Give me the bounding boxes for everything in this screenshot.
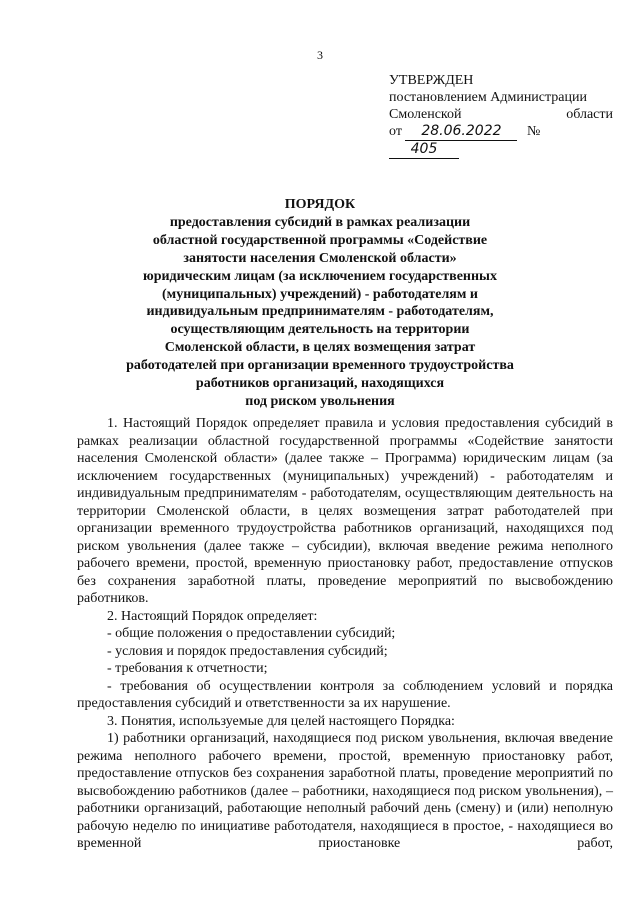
paragraph-3: 3. Понятия, используемые для целей настоящего Порядка: [107, 713, 455, 729]
title-main: ПОРЯДОК [284, 197, 356, 212]
title-line: областной государственной программы «Содействие [152, 232, 488, 248]
title-line: юридическим лицам (за исключением государственных [143, 268, 497, 284]
title-line: работников организаций, находящихся [195, 376, 445, 392]
handwritten-number: 405 [389, 141, 459, 159]
title-line: осуществляющим деятельность на территории [170, 322, 470, 338]
approval-line-2-left: Смоленской [389, 107, 462, 122]
title-line: индивидуальным предпринимателям - работодателям, [146, 304, 494, 320]
list-item: - требования об осуществлении контроля за соблюдением условий и порядка предоставления субсидий и ответственности за их нарушение. [77, 678, 613, 711]
list-item: - общие положения о предоставлении субсидий; [107, 626, 396, 641]
approval-heading: УТВЕРЖДЕН [389, 73, 474, 88]
approval-line-2-right: области [566, 107, 613, 122]
approval-line-1: постановлением Администрации [389, 90, 587, 105]
number-sign: № [526, 124, 541, 139]
title-line: предоставления субсидий в рамках реализации [169, 214, 471, 230]
page-number: 3 [317, 48, 323, 62]
paragraph-2: 2. Настоящий Порядок определяет: [107, 608, 318, 624]
document-body [77, 415, 613, 853]
list-item: - требования к отчетности; [107, 661, 268, 676]
paragraph-4: 1) работники организаций, находящиеся под риском увольнения, включая введение режима неполного рабочего времени, простой, временную приостановку работ, предоставление отпусков без сохранения заработной платы, проведение мероприятий по высвобождению работников (далее – работники, находящиеся под риском увольнения), – работники организаций, работающие неполный рабочий день (смену) и (или) неполную рабочую неделю по инициативе работодателя, находящиеся в простое, - находящиеся во временной приостановке работ, [77, 731, 613, 851]
approval-line-2 [389, 106, 613, 123]
title-line: Смоленской области, в целях возмещения затрат [164, 340, 476, 356]
title-line: под риском увольнения [245, 393, 395, 409]
title-line: занятости населения Смоленской области» [183, 250, 457, 266]
title-line: работодателей при организации временного трудоустройства [126, 358, 514, 374]
approval-stamp [389, 72, 613, 159]
paragraph-1: 1. Настоящий Порядок определяет правила и условия предоставления субсидий в рамках реализации областной государственной программы «Содействие занятости населения Смоленской области» (далее также – Программа) юридическим лицам (за исключением государственных (муниципальных) учреждений) - работодателям и индивидуальным предпринимателям - работодателям, осуществляющим деятельность на территории Смоленской области, в целях возмещения затрат работодателей при организации временного трудоустройства работников организаций, находящихся под риском увольнения (далее также – субсидии), включая введение режима неполного рабочего времени, простой, временную приостановку работ, предоставление отпусков без сохранения заработной платы, проведение мероприятий по высвобождению работников. [77, 416, 613, 606]
document-title [60, 196, 580, 411]
title-line: (муниципальных) учреждений) - работодателям и [162, 286, 478, 302]
approval-from-label: от [389, 124, 402, 139]
handwritten-date: 28.06.2022 [405, 123, 517, 141]
approval-date-row [389, 123, 613, 159]
list-item: - условия и порядок предоставления субсидий; [107, 643, 388, 659]
